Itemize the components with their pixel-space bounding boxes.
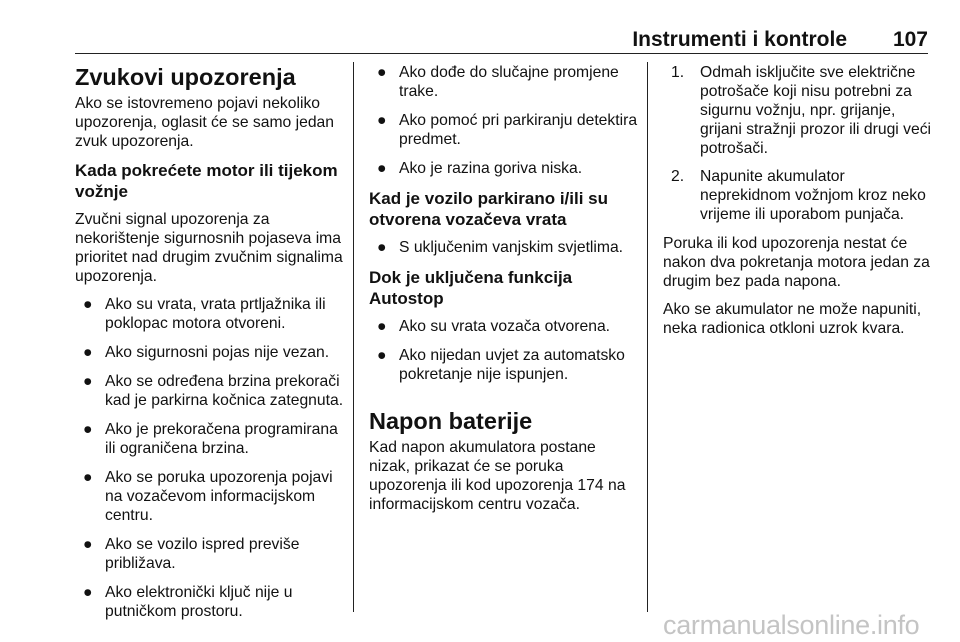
bullet-icon: ●	[377, 347, 387, 364]
autostop-conditions-list	[369, 317, 641, 384]
page-number: 107	[892, 28, 928, 51]
battery-paragraph: Kad napon akumulatora postane nizak, prikazat će se poruka upozorenja ili kod upozorenja 174 na informacijskom centru vozača.	[369, 439, 626, 513]
column-1	[75, 63, 347, 631]
intro-paragraph: Ako se istovremeno pojavi nekoliko upozorenja, oglasit će se samo jedan zvuk upozorenja.	[75, 95, 335, 150]
list-item: ● Ako pomoć pri parkiranju detektira predmet.	[377, 112, 638, 148]
list-item: ● Ako dođe do slučajne promjene trake.	[377, 64, 619, 100]
list-item: ● Ako su vrata vozača otvorena.	[377, 318, 611, 335]
bullet-icon: ●	[83, 421, 93, 438]
seatbelt-paragraph: Zvučni signal upozorenja za nekorištenje sigurnosnih pojaseva ima prioritet nad drugim zvučnim signalima upozorenja.	[75, 211, 343, 285]
watermark: carmanualsonline.info	[663, 610, 920, 640]
bullet-icon: ●	[377, 318, 387, 335]
list-item: ● Ako sigurnosni pojas nije vezan.	[83, 344, 330, 361]
battery-steps-list	[663, 63, 935, 224]
bullet-icon: ●	[83, 296, 93, 313]
list-item: ● Ako se vozilo ispred previše približava.	[83, 536, 300, 572]
column-2	[369, 63, 641, 523]
list-item: ● S uključenim vanjskim svjetlima.	[377, 239, 624, 256]
bullet-icon: ●	[83, 469, 93, 486]
subheading-starting-driving: Kada pokrećete motor ili tijekom vožnje	[75, 161, 338, 201]
subheading-parked: Kad je vozilo parkirano i/ili su otvorena vozačeva vrata	[369, 189, 609, 229]
list-item: 1. Odmah isključite sve električne potrošače koji nisu potrebni za sigurnu vožnju, npr. grijanje, grijani stražnji prozor ili drugi veći potrošači.	[671, 64, 932, 157]
list-item: ● Ako se poruka upozorenja pojavi na vozačevom informacijskom centru.	[83, 469, 333, 524]
bullet-icon: ●	[377, 64, 387, 81]
list-item: 2. Napunite akumulator neprekidnom vožnjom kroz neko vrijeme ili uporabom punjača.	[671, 168, 926, 223]
section-heading-battery-voltage: Napon baterije	[369, 408, 533, 434]
bullet-icon: ●	[83, 344, 93, 361]
subheading-autostop: Dok je uključena funkcija Autostop	[369, 268, 573, 308]
column-divider-2	[647, 62, 648, 612]
section-heading-warning-chimes: Zvukovi upozorenja	[75, 64, 296, 90]
bullet-icon: ●	[377, 239, 387, 256]
list-item: ● Ako nijedan uvjet za automatsko pokretanje nije ispunjen.	[377, 347, 625, 383]
running-header-title: Instrumenti i kontrole	[632, 28, 847, 51]
bullet-icon: ●	[377, 160, 387, 177]
message-clears-paragraph: Poruka ili kod upozorenja nestat će nakon dva pokretanja motora jedan za drugim bez pada napona.	[663, 235, 930, 290]
header-divider	[75, 53, 928, 54]
list-item: ● Ako elektronički ključ nije u putničkom prostoru.	[83, 584, 293, 620]
warning-conditions-list-cont	[369, 63, 641, 178]
list-item: ● Ako je prekoračena programirana ili ograničena brzina.	[83, 421, 338, 457]
list-item: ● Ako je razina goriva niska.	[377, 160, 583, 177]
column-3	[663, 63, 935, 347]
column-divider-1	[353, 62, 354, 612]
step-number: 1.	[671, 64, 685, 81]
parked-conditions-list	[369, 238, 641, 257]
warning-conditions-list	[75, 295, 347, 621]
step-number: 2.	[671, 168, 685, 185]
bullet-icon: ●	[377, 112, 387, 129]
workshop-paragraph: Ako se akumulator ne može napuniti, neka radionica otkloni uzrok kvara.	[663, 301, 922, 337]
list-item: ● Ako su vrata, vrata prtljažnika ili poklopac motora otvoreni.	[83, 296, 326, 332]
bullet-icon: ●	[83, 536, 93, 553]
list-item: ● Ako se određena brzina prekorači kad je parkirna kočnica zategnuta.	[83, 373, 344, 409]
bullet-icon: ●	[83, 584, 93, 601]
bullet-icon: ●	[83, 373, 93, 390]
